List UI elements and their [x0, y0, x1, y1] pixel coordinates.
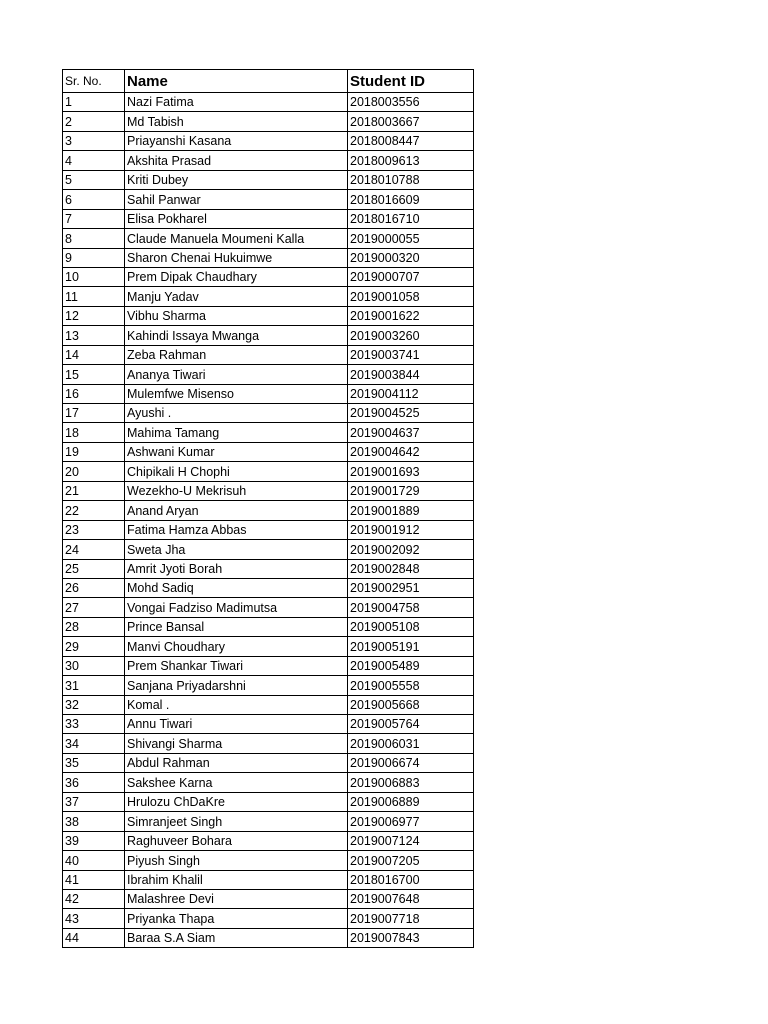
cell-student-id: 2019002092: [348, 540, 474, 559]
cell-sr-no: 12: [63, 306, 125, 325]
cell-name: Claude Manuela Moumeni Kalla: [125, 229, 348, 248]
cell-student-id: 2018010788: [348, 170, 474, 189]
cell-name: Mahima Tamang: [125, 423, 348, 442]
cell-student-id: 2019007648: [348, 889, 474, 908]
cell-sr-no: 8: [63, 229, 125, 248]
table-row: [63, 928, 474, 947]
table-row: [63, 306, 474, 325]
cell-student-id: 2019001058: [348, 287, 474, 306]
cell-sr-no: 13: [63, 326, 125, 345]
cell-name: Shivangi Sharma: [125, 734, 348, 753]
cell-name: Nazi Fatima: [125, 93, 348, 112]
table-row: [63, 442, 474, 461]
cell-student-id: 2018008447: [348, 131, 474, 150]
cell-student-id: 2019006889: [348, 792, 474, 811]
cell-student-id: 2019004525: [348, 404, 474, 423]
cell-name: Abdul Rahman: [125, 753, 348, 772]
header-row: [63, 70, 474, 93]
cell-student-id: 2019001729: [348, 481, 474, 500]
cell-name: Sakshee Karna: [125, 773, 348, 792]
cell-student-id: 2019005558: [348, 676, 474, 695]
cell-student-id: 2019007205: [348, 851, 474, 870]
cell-student-id: 2019005764: [348, 715, 474, 734]
cell-student-id: 2019007124: [348, 831, 474, 850]
table-row: [63, 345, 474, 364]
cell-sr-no: 35: [63, 753, 125, 772]
cell-name: Sanjana Priyadarshni: [125, 676, 348, 695]
cell-student-id: 2018003556: [348, 93, 474, 112]
cell-name: Hrulozu ChDaKre: [125, 792, 348, 811]
cell-sr-no: 9: [63, 248, 125, 267]
cell-student-id: 2018016609: [348, 190, 474, 209]
cell-name: Malashree Devi: [125, 889, 348, 908]
table-row: [63, 112, 474, 131]
table-row: [63, 734, 474, 753]
cell-name: Raghuveer Bohara: [125, 831, 348, 850]
table-row: [63, 540, 474, 559]
table-row: [63, 870, 474, 889]
table-row: [63, 131, 474, 150]
table-row: [63, 695, 474, 714]
table-row: [63, 462, 474, 481]
table-row: [63, 617, 474, 636]
cell-name: Ananya Tiwari: [125, 365, 348, 384]
cell-sr-no: 44: [63, 928, 125, 947]
cell-name: Vongai Fadziso Madimutsa: [125, 598, 348, 617]
cell-student-id: 2018016710: [348, 209, 474, 228]
cell-sr-no: 17: [63, 404, 125, 423]
cell-name: Anand Aryan: [125, 501, 348, 520]
cell-name: Manju Yadav: [125, 287, 348, 306]
cell-sr-no: 19: [63, 442, 125, 461]
cell-name: Priyanka Thapa: [125, 909, 348, 928]
cell-sr-no: 28: [63, 617, 125, 636]
table-row: [63, 792, 474, 811]
cell-name: Ashwani Kumar: [125, 442, 348, 461]
table-row: [63, 773, 474, 792]
cell-student-id: 2019000320: [348, 248, 474, 267]
table-row: [63, 889, 474, 908]
cell-student-id: 2018003667: [348, 112, 474, 131]
cell-name: Vibhu Sharma: [125, 306, 348, 325]
cell-sr-no: 25: [63, 559, 125, 578]
cell-name: Fatima Hamza Abbas: [125, 520, 348, 539]
cell-student-id: 2019004758: [348, 598, 474, 617]
cell-sr-no: 16: [63, 384, 125, 403]
cell-student-id: 2018016700: [348, 870, 474, 889]
table-row: [63, 851, 474, 870]
cell-sr-no: 29: [63, 637, 125, 656]
cell-name: Priayanshi Kasana: [125, 131, 348, 150]
cell-name: Ayushi .: [125, 404, 348, 423]
table-row: [63, 170, 474, 189]
cell-student-id: 2019003260: [348, 326, 474, 345]
table-row: [63, 384, 474, 403]
cell-sr-no: 31: [63, 676, 125, 695]
table-header: [63, 70, 474, 93]
cell-name: Akshita Prasad: [125, 151, 348, 170]
cell-sr-no: 21: [63, 481, 125, 500]
header-name: Name: [125, 70, 348, 93]
cell-sr-no: 6: [63, 190, 125, 209]
cell-sr-no: 34: [63, 734, 125, 753]
table-row: [63, 909, 474, 928]
cell-name: Manvi Choudhary: [125, 637, 348, 656]
cell-student-id: 2019005668: [348, 695, 474, 714]
cell-name: Kahindi Issaya Mwanga: [125, 326, 348, 345]
table-row: [63, 831, 474, 850]
cell-name: Mulemfwe Misenso: [125, 384, 348, 403]
cell-name: Prince Bansal: [125, 617, 348, 636]
cell-name: Sharon Chenai Hukuimwe: [125, 248, 348, 267]
cell-sr-no: 38: [63, 812, 125, 831]
table-row: [63, 598, 474, 617]
table-row: [63, 404, 474, 423]
cell-name: Sweta Jha: [125, 540, 348, 559]
cell-sr-no: 27: [63, 598, 125, 617]
cell-student-id: 2019007718: [348, 909, 474, 928]
table-row: [63, 365, 474, 384]
table-row: [63, 209, 474, 228]
table-row: [63, 248, 474, 267]
cell-sr-no: 7: [63, 209, 125, 228]
cell-sr-no: 33: [63, 715, 125, 734]
table-row: [63, 229, 474, 248]
table-row: [63, 93, 474, 112]
cell-student-id: 2019003741: [348, 345, 474, 364]
cell-student-id: 2019006674: [348, 753, 474, 772]
cell-student-id: 2019005108: [348, 617, 474, 636]
cell-student-id: 2019004637: [348, 423, 474, 442]
cell-student-id: 2019001889: [348, 501, 474, 520]
cell-sr-no: 5: [63, 170, 125, 189]
cell-sr-no: 36: [63, 773, 125, 792]
cell-name: Zeba Rahman: [125, 345, 348, 364]
cell-sr-no: 11: [63, 287, 125, 306]
cell-student-id: 2019006883: [348, 773, 474, 792]
cell-student-id: 2019003844: [348, 365, 474, 384]
cell-sr-no: 1: [63, 93, 125, 112]
cell-sr-no: 41: [63, 870, 125, 889]
cell-sr-no: 39: [63, 831, 125, 850]
table-row: [63, 287, 474, 306]
cell-sr-no: 30: [63, 656, 125, 675]
cell-sr-no: 18: [63, 423, 125, 442]
table-row: [63, 326, 474, 345]
cell-student-id: 2019006031: [348, 734, 474, 753]
table-row: [63, 190, 474, 209]
cell-sr-no: 4: [63, 151, 125, 170]
table-row: [63, 501, 474, 520]
cell-sr-no: 10: [63, 267, 125, 286]
cell-name: Wezekho-U Mekrisuh: [125, 481, 348, 500]
cell-sr-no: 22: [63, 501, 125, 520]
cell-name: Annu Tiwari: [125, 715, 348, 734]
cell-student-id: 2019000707: [348, 267, 474, 286]
cell-name: Simranjeet Singh: [125, 812, 348, 831]
cell-name: Baraa S.A Siam: [125, 928, 348, 947]
cell-sr-no: 42: [63, 889, 125, 908]
table-row: [63, 715, 474, 734]
table-row: [63, 812, 474, 831]
cell-sr-no: 26: [63, 578, 125, 597]
cell-sr-no: 32: [63, 695, 125, 714]
table-row: [63, 753, 474, 772]
table-row: [63, 481, 474, 500]
table-row: [63, 578, 474, 597]
cell-sr-no: 2: [63, 112, 125, 131]
cell-sr-no: 24: [63, 540, 125, 559]
table-row: [63, 656, 474, 675]
cell-sr-no: 40: [63, 851, 125, 870]
table-row: [63, 637, 474, 656]
header-sr-no: Sr. No.: [63, 70, 125, 93]
cell-student-id: 2018009613: [348, 151, 474, 170]
cell-sr-no: 14: [63, 345, 125, 364]
header-student-id: Student ID: [348, 70, 474, 93]
cell-student-id: 2019001693: [348, 462, 474, 481]
cell-student-id: 2019001912: [348, 520, 474, 539]
cell-name: Prem Dipak Chaudhary: [125, 267, 348, 286]
cell-sr-no: 3: [63, 131, 125, 150]
cell-sr-no: 37: [63, 792, 125, 811]
cell-student-id: 2019002951: [348, 578, 474, 597]
table-row: [63, 520, 474, 539]
cell-name: Prem Shankar Tiwari: [125, 656, 348, 675]
table-row: [63, 559, 474, 578]
table-body: [63, 93, 474, 948]
cell-name: Komal .: [125, 695, 348, 714]
cell-name: Chipikali H Chophi: [125, 462, 348, 481]
cell-sr-no: 15: [63, 365, 125, 384]
cell-name: Amrit Jyoti Borah: [125, 559, 348, 578]
cell-student-id: 2019005489: [348, 656, 474, 675]
cell-student-id: 2019007843: [348, 928, 474, 947]
cell-student-id: 2019004112: [348, 384, 474, 403]
cell-name: Elisa Pokharel: [125, 209, 348, 228]
student-table: [62, 69, 474, 948]
cell-student-id: 2019001622: [348, 306, 474, 325]
table-row: [63, 676, 474, 695]
table-row: [63, 151, 474, 170]
cell-name: Ibrahim Khalil: [125, 870, 348, 889]
table-row: [63, 267, 474, 286]
cell-student-id: 2019000055: [348, 229, 474, 248]
table-row: [63, 423, 474, 442]
cell-name: Sahil Panwar: [125, 190, 348, 209]
cell-sr-no: 20: [63, 462, 125, 481]
cell-name: Kriti Dubey: [125, 170, 348, 189]
cell-name: Piyush Singh: [125, 851, 348, 870]
cell-student-id: 2019002848: [348, 559, 474, 578]
cell-sr-no: 43: [63, 909, 125, 928]
cell-sr-no: 23: [63, 520, 125, 539]
cell-student-id: 2019004642: [348, 442, 474, 461]
cell-student-id: 2019005191: [348, 637, 474, 656]
cell-name: Mohd Sadiq: [125, 578, 348, 597]
cell-name: Md Tabish: [125, 112, 348, 131]
cell-student-id: 2019006977: [348, 812, 474, 831]
